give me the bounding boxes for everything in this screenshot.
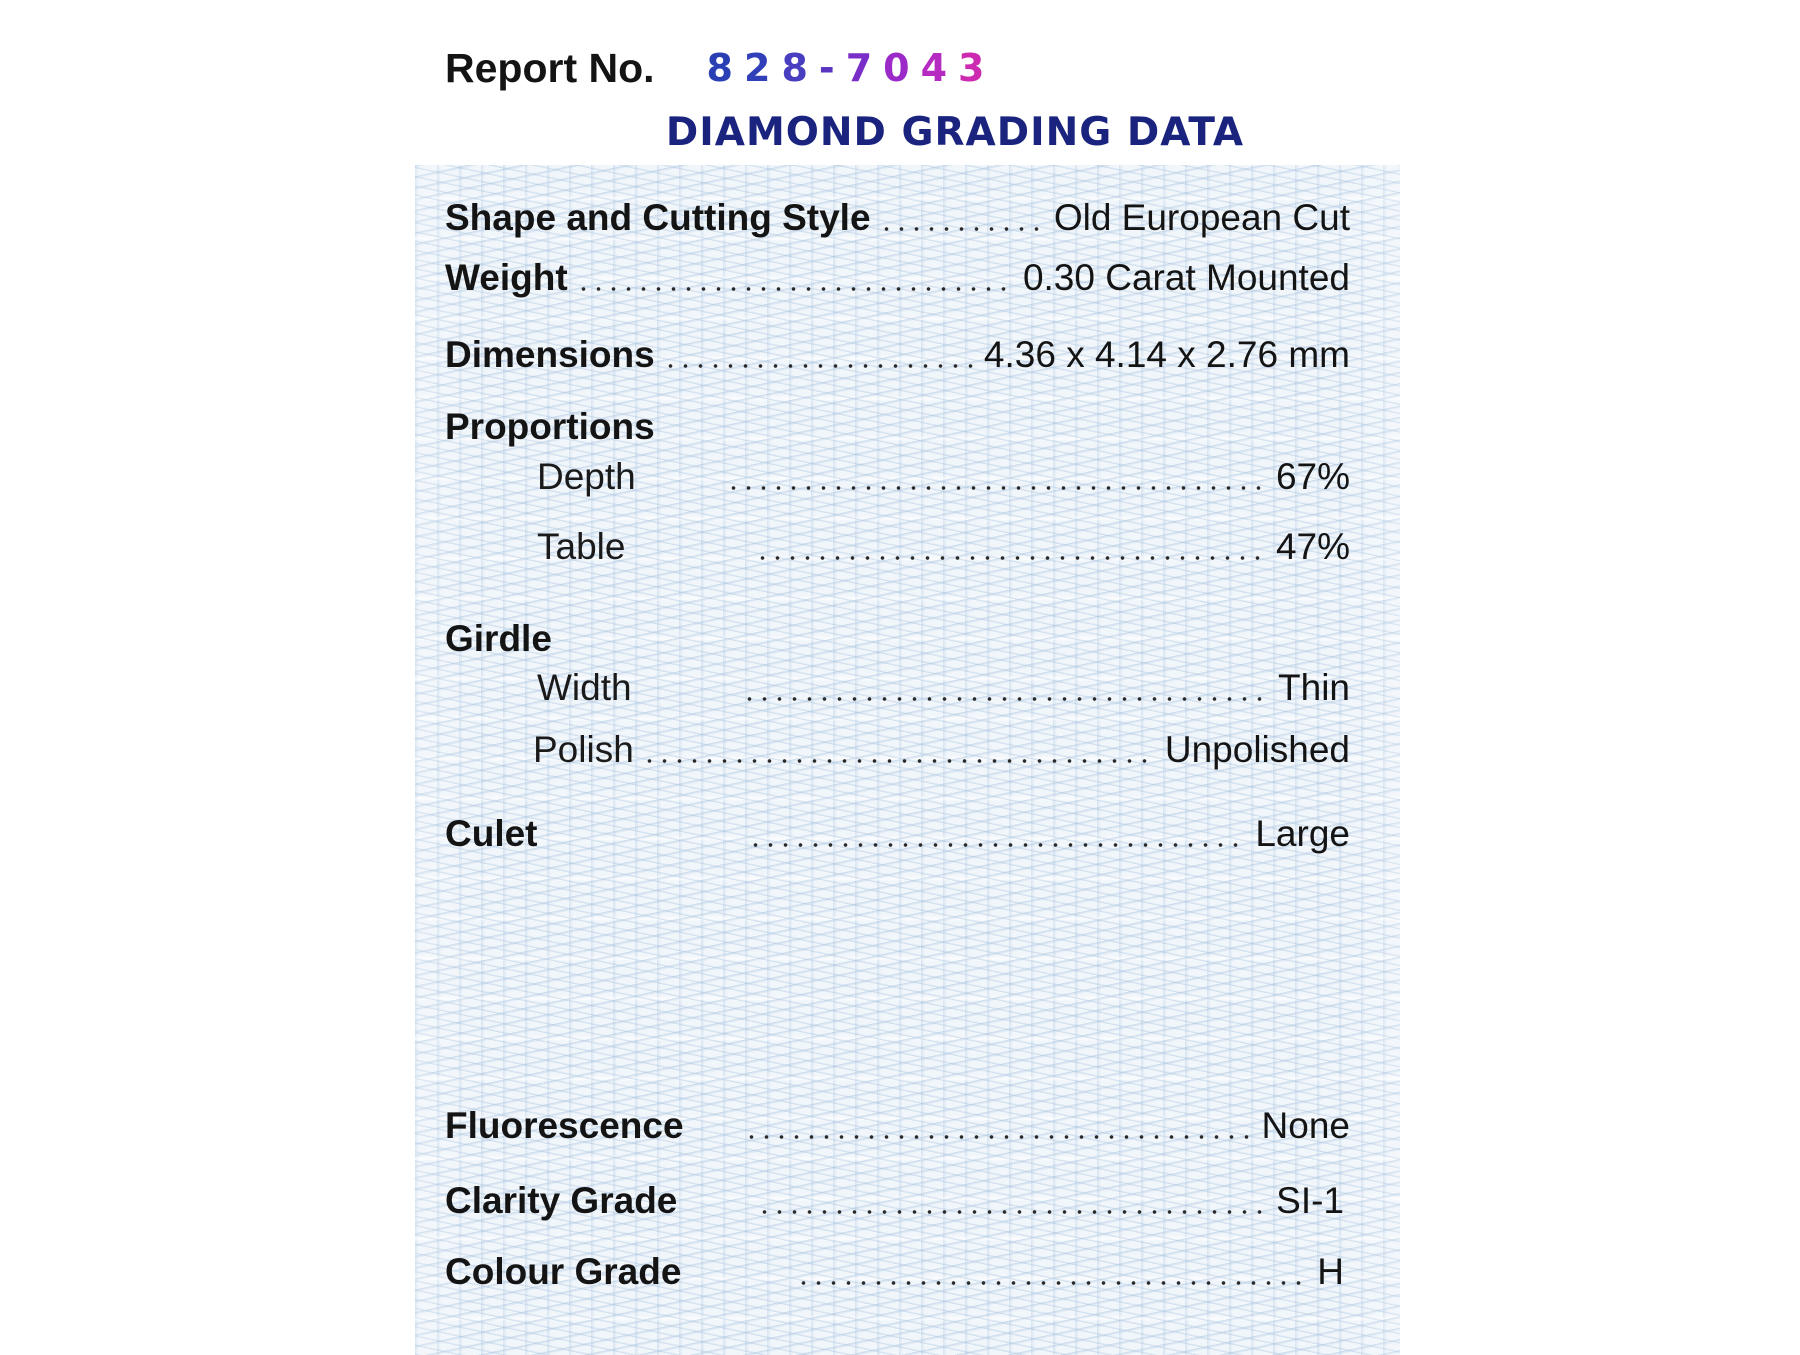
row-dimensions	[445, 333, 1350, 377]
dot-leader	[742, 697, 1270, 701]
colour-grade-value: H	[1317, 1251, 1344, 1292]
weight-label: Weight	[445, 257, 568, 298]
clarity-grade-value: SI-1	[1276, 1180, 1344, 1221]
dot-leader	[879, 227, 1046, 231]
dot-leader	[642, 759, 1157, 763]
proportions-heading: Proportions	[445, 406, 655, 447]
report-header	[445, 38, 996, 98]
report-number-digit: 2	[744, 46, 782, 90]
dot-leader	[576, 287, 1015, 291]
report-number-digit: 0	[883, 46, 921, 90]
dot-leader	[744, 1135, 1254, 1139]
culet-label: Culet	[445, 813, 538, 854]
fluorescence-value: None	[1261, 1105, 1350, 1146]
dot-leader	[755, 556, 1267, 560]
table-label: Table	[537, 526, 626, 567]
page-title: DIAMOND GRADING DATA	[665, 110, 1245, 155]
row-shape-and-cutting-style	[445, 196, 1350, 240]
girdle-polish-label: Polish	[533, 729, 634, 770]
girdle-polish-value: Unpolished	[1164, 729, 1350, 770]
report-number-digit: 4	[920, 46, 959, 90]
colour-grade-label: Colour Grade	[445, 1251, 682, 1292]
depth-label: Depth	[537, 456, 636, 497]
report-number-digit: 7	[845, 46, 884, 90]
report-number-digit: 3	[958, 46, 996, 90]
report-number-digit: 8	[706, 46, 744, 90]
row-table	[445, 525, 1350, 569]
row-fluorescence	[445, 1104, 1350, 1148]
depth-value: 67%	[1275, 456, 1350, 497]
dimensions-value: 4.36 x 4.14 x 2.76 mm	[983, 334, 1350, 375]
shape-label: Shape and Cutting Style	[445, 197, 871, 238]
weight-value: 0.30 Carat Mounted	[1022, 257, 1350, 298]
row-depth	[445, 455, 1350, 499]
shape-value: Old European Cut	[1053, 197, 1350, 238]
girdle-width-label: Width	[537, 667, 632, 708]
report-number	[707, 46, 996, 90]
dot-leader	[663, 364, 976, 368]
clarity-grade-label: Clarity Grade	[445, 1180, 678, 1221]
dimensions-label: Dimensions	[445, 334, 655, 375]
dot-leader	[757, 1210, 1268, 1214]
fluorescence-label: Fluorescence	[445, 1105, 684, 1146]
dot-leader	[748, 843, 1248, 847]
report-number-digit: -	[818, 46, 846, 90]
report-number-digit: 8	[781, 46, 819, 90]
row-girdle-width	[445, 666, 1350, 710]
row-culet	[445, 812, 1350, 856]
table-value: 47%	[1275, 526, 1350, 567]
row-colour-grade	[445, 1250, 1350, 1294]
dot-leader	[796, 1281, 1309, 1285]
row-girdle-polish	[445, 728, 1350, 772]
row-weight	[445, 256, 1350, 300]
girdle-heading: Girdle	[445, 618, 552, 659]
culet-value: Large	[1255, 813, 1350, 854]
girdle-width-value: Thin	[1278, 667, 1350, 708]
row-clarity-grade	[445, 1179, 1350, 1223]
dot-leader	[726, 486, 1268, 490]
report-number-label: Report No.	[445, 44, 655, 91]
